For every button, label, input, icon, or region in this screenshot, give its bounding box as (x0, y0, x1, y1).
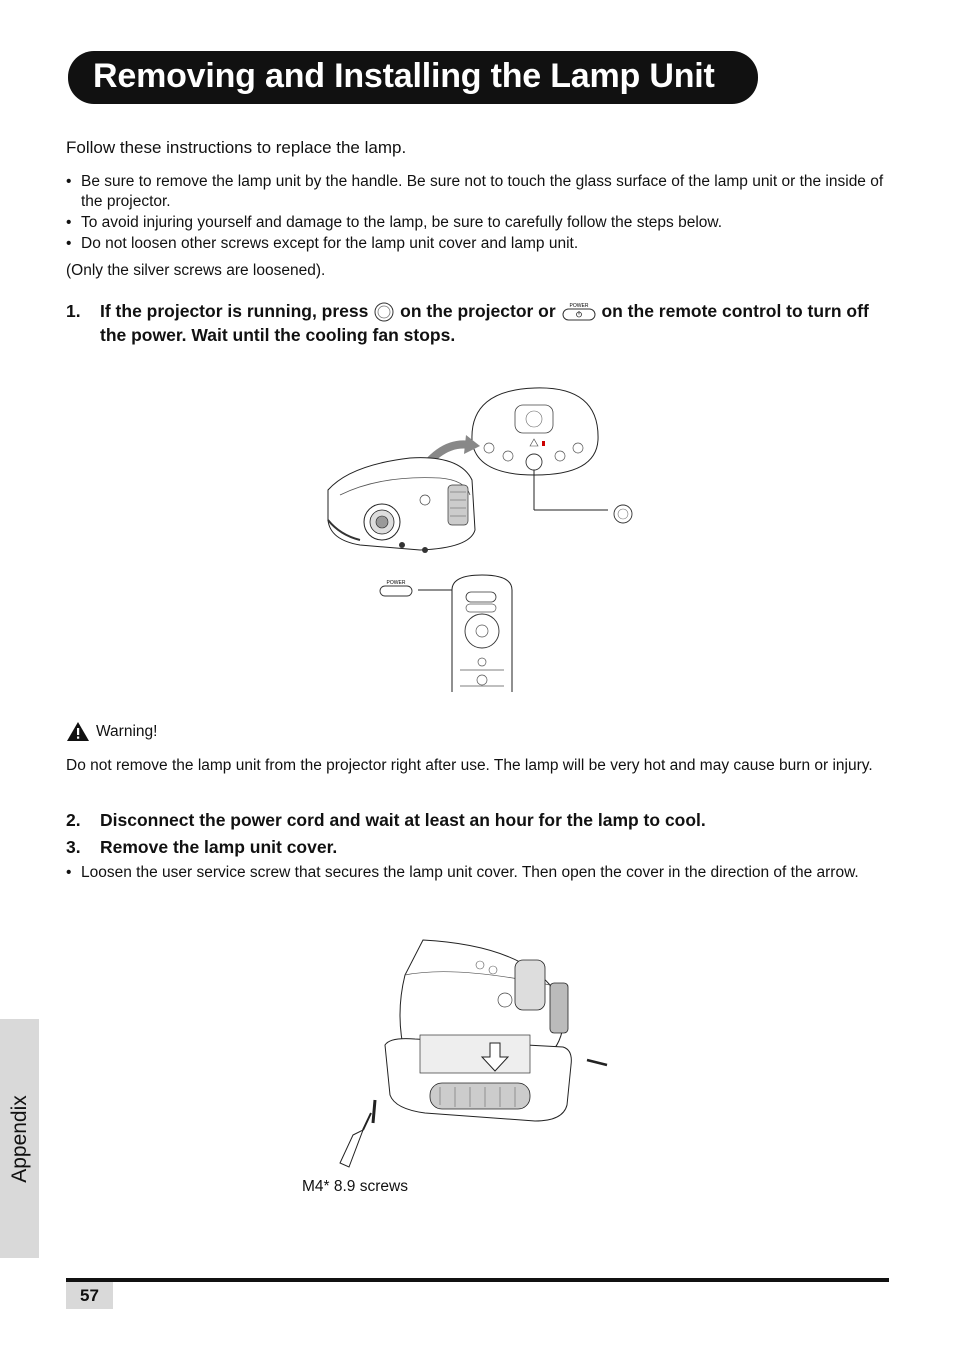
lamp-cover-illustration (335, 935, 615, 1175)
page-number: 57 (66, 1282, 113, 1309)
step-text: Disconnect the power cord and wait at least an hour for the lamp to cool. (100, 810, 706, 830)
section-tab-label: Appendix (7, 1094, 31, 1183)
step-3-bullet: • Loosen the user service screw that secures the lamp unit cover. Then open the cover in the direction of the arrow. (66, 862, 911, 883)
list-item: • Do not loosen other screws except for the lamp unit cover and lamp unit. (66, 234, 896, 254)
warning-heading (66, 721, 157, 742)
step-3 (66, 835, 896, 859)
list-item: • Be sure to remove the lamp unit by the handle. Be sure not to touch the glass surface of the lamp unit or the inside of the projector. (66, 172, 896, 212)
power-label: POWER (386, 580, 406, 586)
step-text: Remove the lamp unit cover. (100, 837, 338, 857)
warning-title: Warning! (96, 722, 158, 740)
step-text: If the projector is running, press (100, 301, 369, 321)
step-text: on the projector or (400, 301, 556, 321)
warning-icon (66, 721, 90, 742)
warning-text: Do not remove the lamp unit from the projector right after use. The lamp will be very hot and may cause burn or injury. (66, 757, 873, 774)
intro-text: Follow these instructions to replace the lamp. (66, 138, 407, 157)
note-text: (Only the silver screws are loosened). (66, 262, 326, 279)
projector-remote-illustration (320, 380, 640, 700)
precaution-list (66, 172, 896, 255)
step-text: on the remote control to turn off the power. Wait until the cooling fan stops. (100, 301, 869, 345)
screws-caption: M4* 8.9 screws (302, 1178, 408, 1195)
footer-divider (66, 1278, 889, 1282)
list-item: • To avoid injuring yourself and damage to the lamp, be sure to carefully follow the steps below. (66, 213, 896, 233)
step-2 (66, 808, 896, 832)
power-label: POWER (569, 303, 589, 310)
step-number: 2. (66, 810, 81, 830)
section-tab (0, 1019, 39, 1258)
page-title: Removing and Installing the Lamp Unit (93, 57, 715, 95)
step-1 (66, 299, 896, 347)
power-button-icon (373, 302, 395, 322)
step-number: 1. (66, 301, 81, 321)
step-number: 3. (66, 837, 81, 857)
title-bar (68, 51, 758, 104)
remote-power-icon (561, 302, 597, 322)
